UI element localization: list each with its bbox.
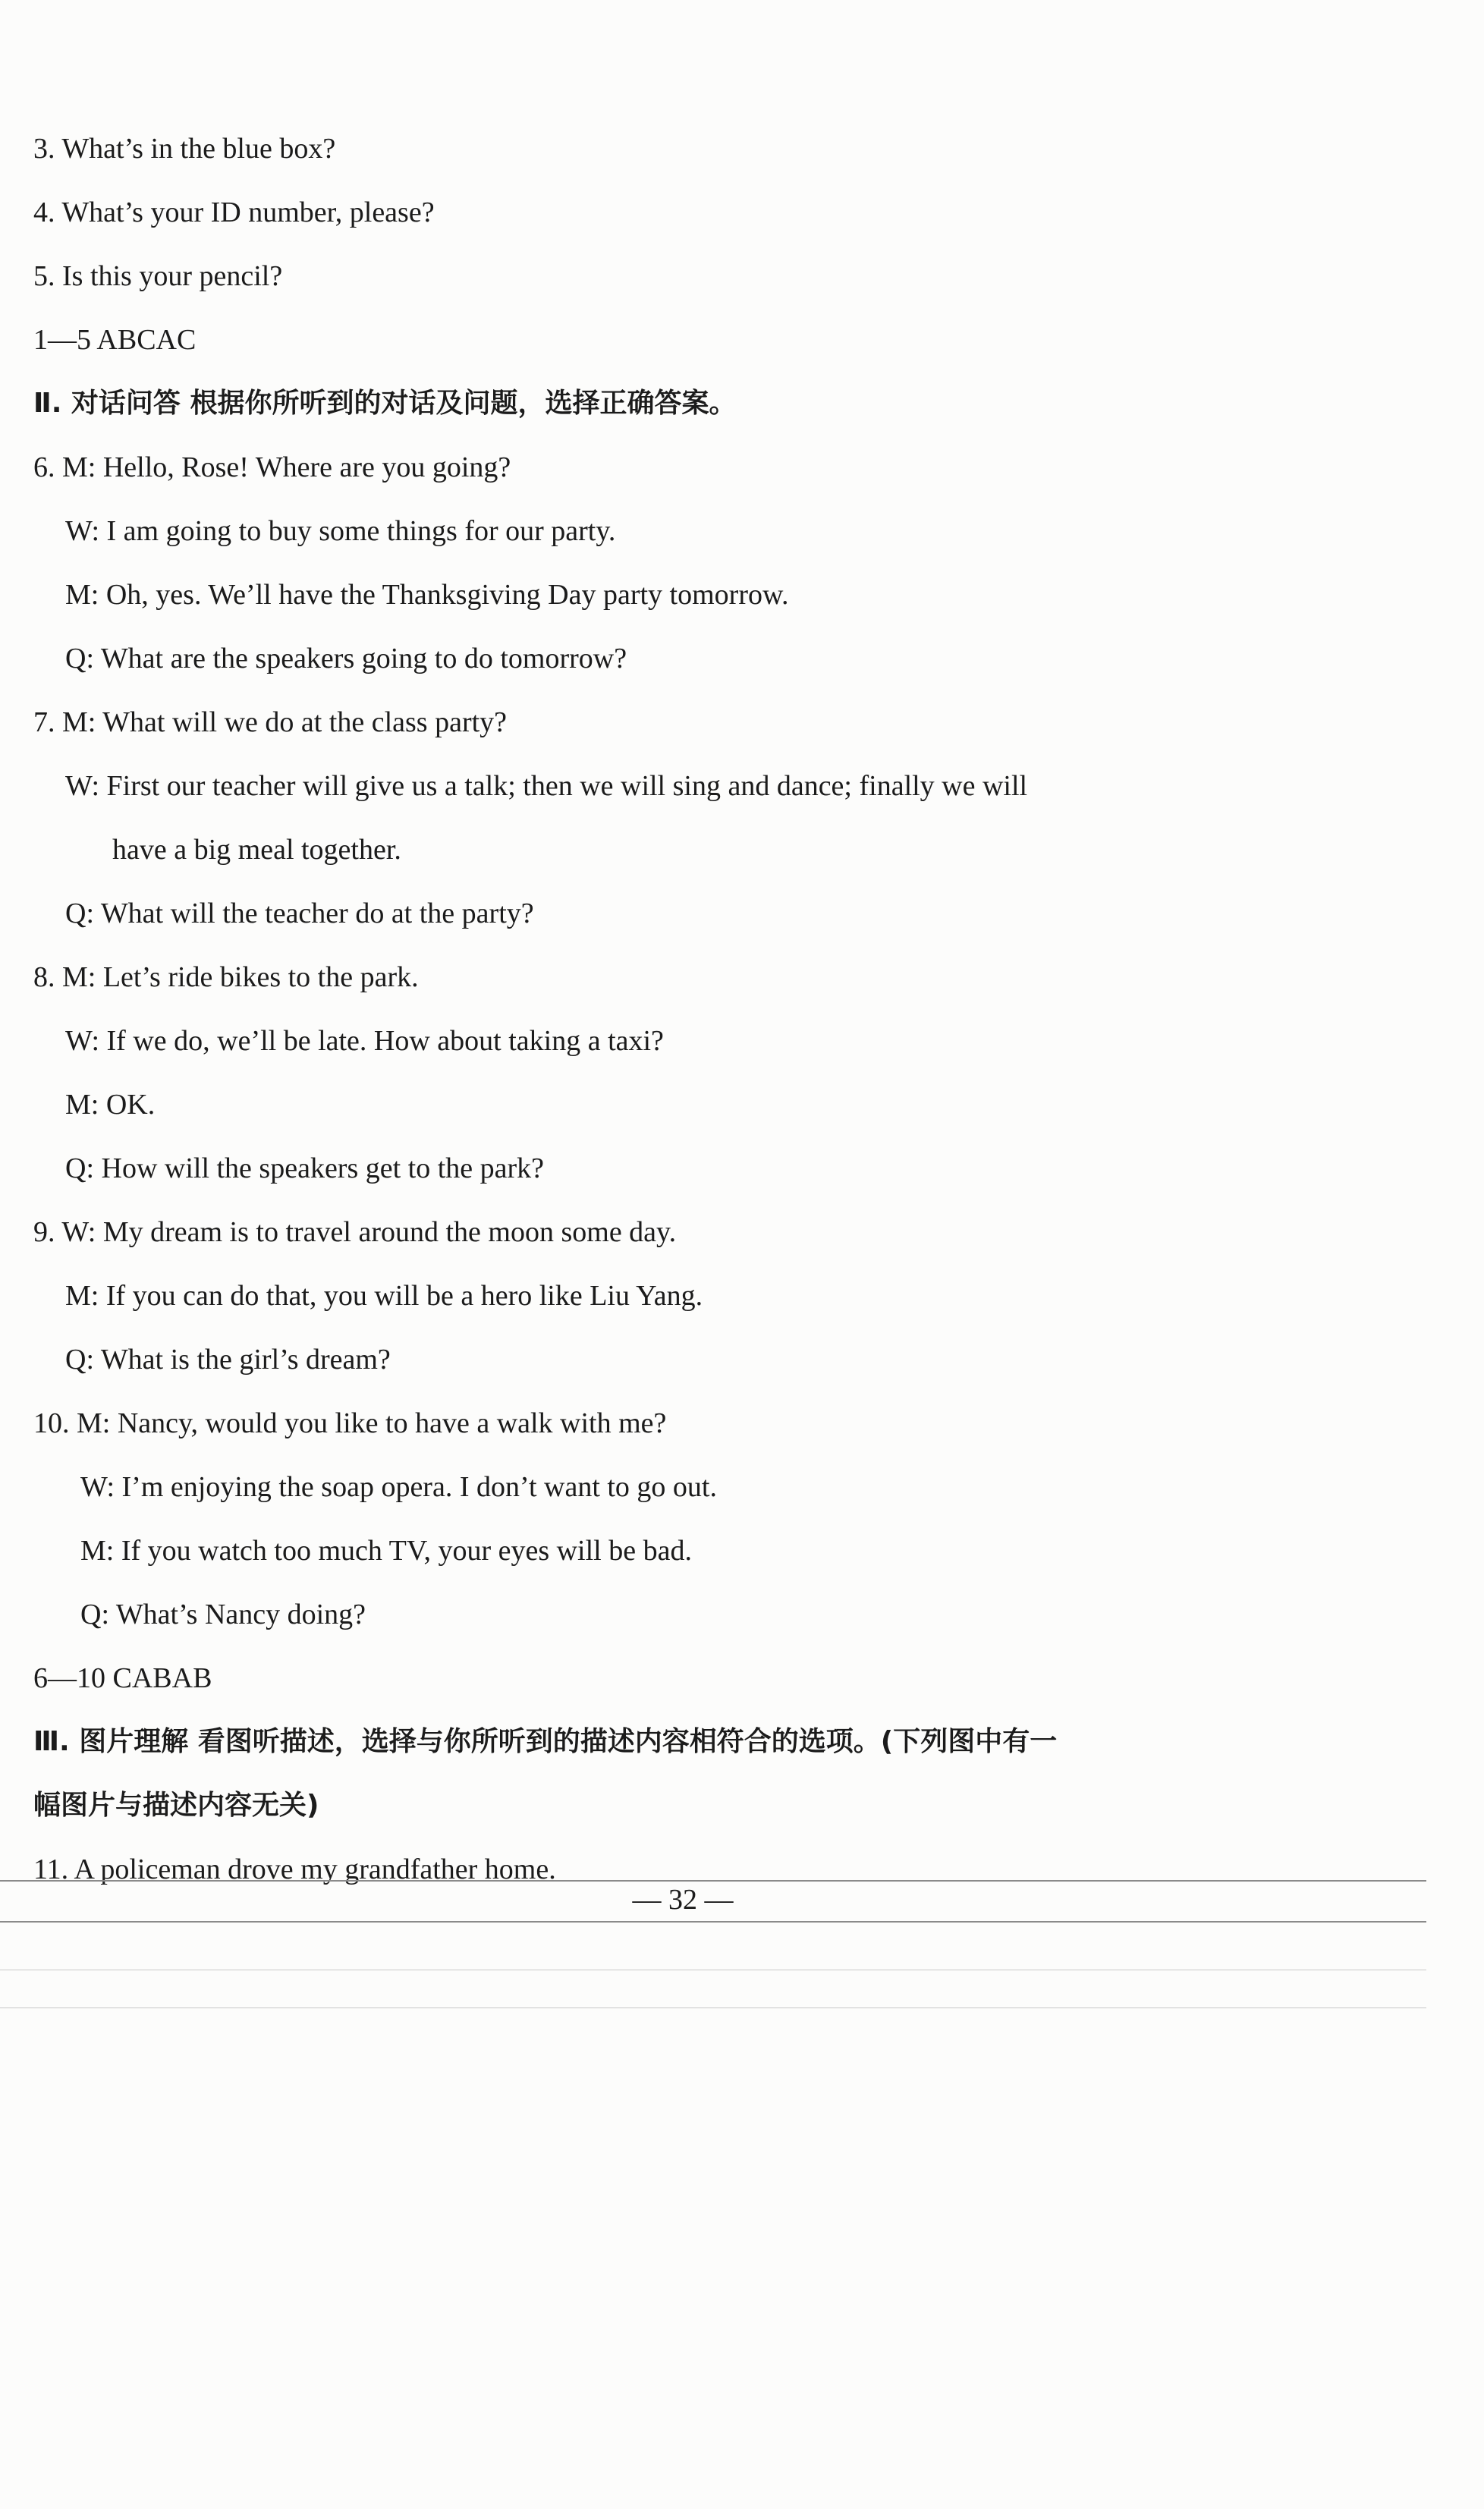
answers-1-5: 1—5 ABCAC [33,324,197,356]
question-3: 3. What’s in the blue box? [33,133,336,165]
dialogue-9-q: Q: What is the girl’s dream? [65,1344,391,1376]
answers-6-10: 6—10 CABAB [33,1662,212,1694]
dialogue-6-q: Q: What are the speakers going to do tomorrow? [65,643,627,674]
dialogue-9-m: M: If you can do that, you will be a hero like Liu Yang. [65,1280,703,1312]
dialogue-8-q: Q: How will the speakers get to the park? [65,1152,545,1184]
section-2-heading: Ⅱ. 对话问答 根据你所听到的对话及问题，选择正确答案。 [33,388,737,419]
dialogue-6-m: 6. M: Hello, Rose! Where are you going? [33,451,511,483]
question-5: 5. Is this your pencil? [33,260,283,292]
dialogue-10-w: W: I’m enjoying the soap opera. I don’t want to go out. [80,1471,717,1503]
question-4: 4. What’s your ID number, please? [33,197,435,228]
dialogue-6-w: W: I am going to buy some things for our party. [65,515,616,547]
dialogue-10-m2: M: If you watch too much TV, your eyes will be bad. [80,1535,692,1567]
dialogue-7-q: Q: What will the teacher do at the party? [65,898,534,929]
dialogue-7-m: 7. M: What will we do at the class party? [33,706,508,738]
dialogue-6-m2: M: Oh, yes. We’ll have the Thanksgiving Day party tomorrow. [65,579,789,611]
dialogue-7-w: W: First our teacher will give us a talk; then we will sing and dance; finally we will [65,770,1028,802]
dialogue-8-m: 8. M: Let’s ride bikes to the park. [33,961,419,993]
section-3-heading: Ⅲ. 图片理解 看图听描述，选择与你所听到的描述内容相符合的选项。(下列图中有一 [33,1726,1058,1757]
dialogue-10-q: Q: What’s Nancy doing? [80,1599,366,1630]
dialogue-8-m2: M: OK. [65,1089,156,1121]
dialogue-7-w-cont: have a big meal together. [112,834,401,866]
dialogue-9-w: 9. W: My dream is to travel around the moon some day. [33,1216,677,1248]
dialogue-8-w: W: If we do, we’ll be late. How about taking a taxi? [65,1025,664,1057]
section-3-heading-cont: 幅图片与描述内容无关) [33,1790,319,1821]
page-number: — 32 — [632,1884,734,1916]
footer-rule-bottom [0,1921,1426,1923]
sentence-11: 11. A policeman drove my grandfather home. [33,1853,556,1885]
dialogue-10-m: 10. M: Nancy, would you like to have a walk with me? [33,1407,667,1439]
